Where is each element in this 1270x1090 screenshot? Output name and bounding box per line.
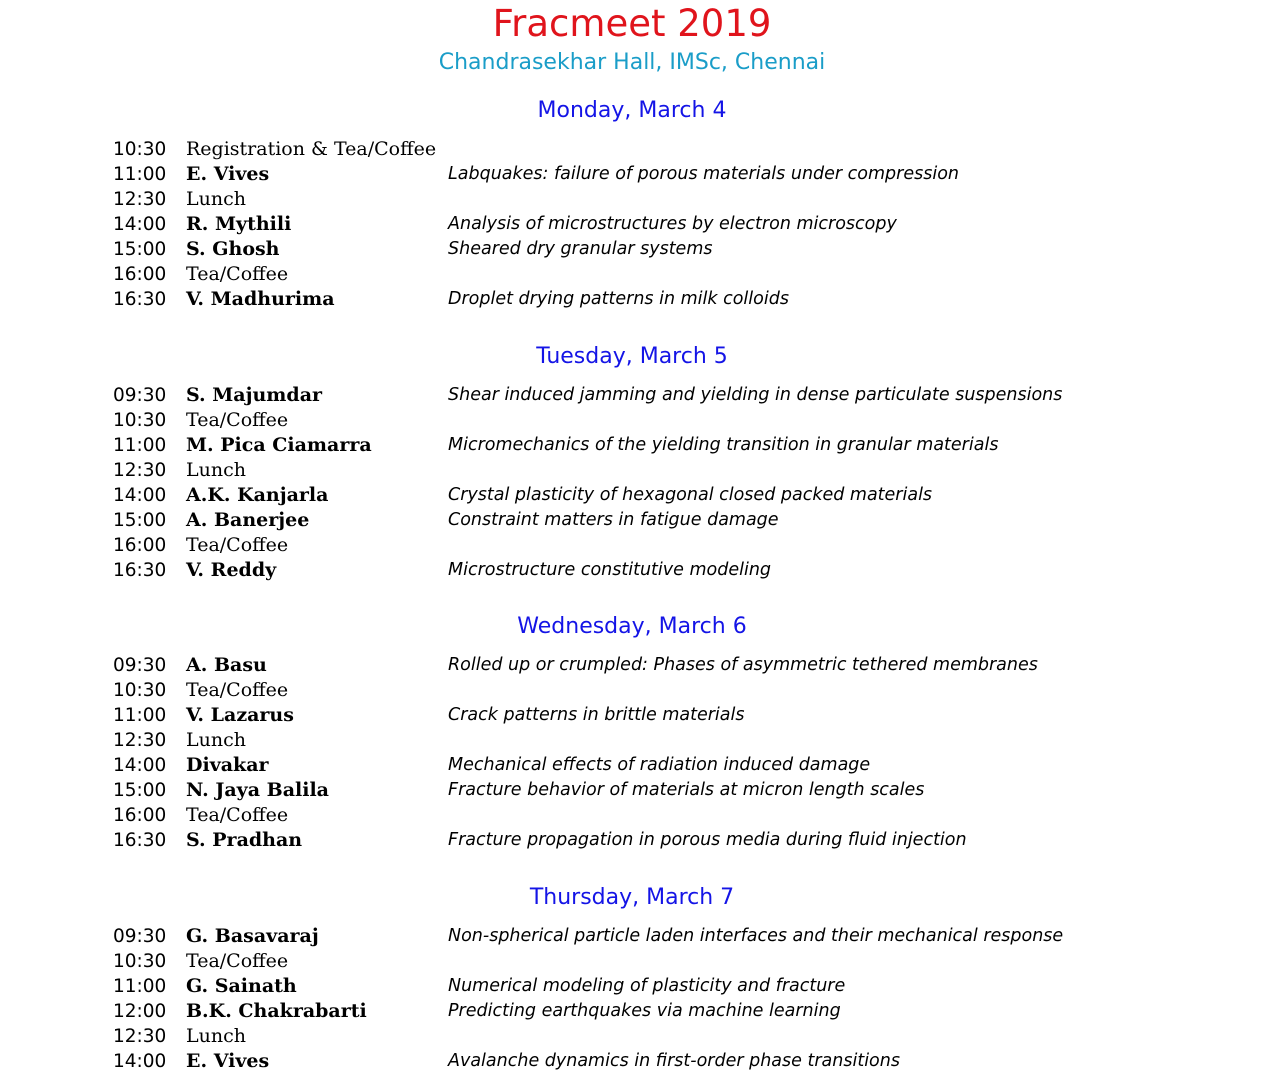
schedule-row xyxy=(0,458,1270,483)
session-time: 16:00 xyxy=(113,534,167,556)
session-time: 10:30 xyxy=(113,679,167,701)
schedule-row xyxy=(0,483,1270,508)
session-speaker: G. Basavaraj xyxy=(186,925,319,947)
session-talk-title: Sheared dry granular systems xyxy=(448,238,713,259)
schedule-row xyxy=(0,753,1270,778)
session-time: 14:00 xyxy=(113,484,167,506)
schedule-row xyxy=(0,703,1270,728)
session-talk-title: Numerical modeling of plasticity and fracture xyxy=(448,975,846,996)
session-time: 16:00 xyxy=(113,263,167,285)
session-talk-title: Constraint matters in fatigue damage xyxy=(448,509,779,530)
session-time: 14:00 xyxy=(113,1050,167,1072)
session-time: 11:00 xyxy=(113,975,167,997)
schedule-row xyxy=(0,533,1270,558)
session-break: Lunch xyxy=(186,458,246,481)
schedule-row xyxy=(0,383,1270,408)
session-speaker: S. Ghosh xyxy=(186,237,280,260)
session-break: Tea/Coffee xyxy=(186,262,289,285)
schedule-row xyxy=(0,728,1270,753)
day-heading: Thursday, March 7 xyxy=(529,885,735,910)
session-speaker: M. Pica Ciamarra xyxy=(186,433,372,456)
day-heading: Monday, March 4 xyxy=(537,98,727,123)
schedule-row xyxy=(0,828,1270,853)
schedule-row xyxy=(0,803,1270,828)
session-talk-title: Avalanche dynamics in first-order phase transitions xyxy=(448,1050,900,1071)
session-speaker: Divakar xyxy=(186,753,269,776)
session-time: 15:00 xyxy=(113,238,167,260)
schedule-row xyxy=(0,974,1270,999)
schedule-row xyxy=(0,653,1270,678)
schedule-row xyxy=(0,949,1270,974)
session-talk-title: Analysis of microstructures by electron microscopy xyxy=(448,213,897,234)
session-talk-title: Micromechanics of the yielding transition in granular materials xyxy=(448,434,999,455)
schedule-row xyxy=(0,558,1270,583)
schedule-row xyxy=(0,162,1270,187)
session-speaker: V. Madhurima xyxy=(186,287,335,310)
session-talk-title: Crystal plasticity of hexagonal closed packed materials xyxy=(448,484,933,505)
session-time: 10:30 xyxy=(113,139,167,160)
session-time: 16:30 xyxy=(113,288,167,310)
session-time: 12:30 xyxy=(113,1025,167,1047)
session-speaker: A.K. Kanjarla xyxy=(186,483,329,506)
session-time: 12:00 xyxy=(113,1000,167,1022)
schedule-row xyxy=(0,1024,1270,1049)
session-time: 11:00 xyxy=(113,704,167,726)
session-talk-title: Shear induced jamming and yielding in dense particulate suspensions xyxy=(448,385,1063,405)
day-heading: Tuesday, March 5 xyxy=(536,344,728,369)
schedule-row xyxy=(0,287,1270,312)
schedule-row xyxy=(0,137,1270,162)
session-talk-title: Fracture behavior of materials at micron length scales xyxy=(448,779,925,800)
session-talk-title: Droplet drying patterns in milk colloids xyxy=(448,288,789,309)
session-talk-title: Mechanical effects of radiation induced damage xyxy=(448,754,871,775)
session-speaker: S. Majumdar xyxy=(186,384,323,406)
session-speaker: R. Mythili xyxy=(186,212,292,235)
schedule-row xyxy=(0,778,1270,803)
schedule-row xyxy=(0,212,1270,237)
session-talk-title: Non-spherical particle laden interfaces and their mechanical response xyxy=(448,926,1064,946)
session-talk-title: Fracture propagation in porous media during fluid injection xyxy=(448,829,967,850)
session-talk-title: Labquakes: failure of porous materials under compression xyxy=(448,163,960,184)
session-time: 12:30 xyxy=(113,729,167,751)
schedule-row xyxy=(0,237,1270,262)
venue-subtitle: Chandrasekhar Hall, IMSc, Chennai xyxy=(438,50,826,75)
session-time: 16:30 xyxy=(113,559,167,581)
session-break: Tea/Coffee xyxy=(186,408,289,431)
schedule-row xyxy=(0,408,1270,433)
session-time: 09:30 xyxy=(113,385,167,406)
session-time: 15:00 xyxy=(113,509,167,531)
session-speaker: A. Basu xyxy=(186,654,267,676)
session-time: 12:30 xyxy=(113,459,167,481)
session-time: 10:30 xyxy=(113,950,167,972)
session-break: Lunch xyxy=(186,1024,246,1047)
session-speaker: V. Reddy xyxy=(186,558,277,581)
session-break: Tea/Coffee xyxy=(186,533,289,556)
session-time: 15:00 xyxy=(113,779,167,801)
session-time: 09:30 xyxy=(113,926,167,947)
session-break: Tea/Coffee xyxy=(186,949,289,972)
session-time: 11:00 xyxy=(113,434,167,456)
schedule-row xyxy=(0,678,1270,703)
schedule-row xyxy=(0,924,1270,949)
session-talk-title: Crack patterns in brittle materials xyxy=(448,704,745,725)
schedule-row xyxy=(0,433,1270,458)
session-speaker: B.K. Chakrabarti xyxy=(186,999,367,1022)
schedule-row xyxy=(0,1049,1270,1074)
session-time: 11:00 xyxy=(113,163,167,185)
session-break: Tea/Coffee xyxy=(186,678,289,701)
session-speaker: E. Vives xyxy=(186,1049,270,1072)
session-time: 16:30 xyxy=(113,829,167,851)
session-break: Registration & Tea/Coffee xyxy=(186,138,437,160)
session-time: 16:00 xyxy=(113,804,167,826)
schedule-row xyxy=(0,187,1270,212)
session-speaker: G. Sainath xyxy=(186,974,297,997)
session-speaker: A. Banerjee xyxy=(186,508,310,531)
page-title: Fracmeet 2019 xyxy=(492,2,772,45)
schedule-row xyxy=(0,508,1270,533)
session-time: 09:30 xyxy=(113,655,167,676)
session-talk-title: Microstructure constitutive modeling xyxy=(448,559,772,580)
day-heading: Wednesday, March 6 xyxy=(517,614,747,639)
session-speaker: N. Jaya Balila xyxy=(186,778,329,801)
session-speaker: S. Pradhan xyxy=(186,828,303,851)
session-break: Lunch xyxy=(186,187,246,210)
session-speaker: V. Lazarus xyxy=(186,703,294,726)
session-time: 14:00 xyxy=(113,754,167,776)
schedule-row xyxy=(0,262,1270,287)
session-speaker: E. Vives xyxy=(186,162,270,185)
schedule-row xyxy=(0,999,1270,1024)
session-time: 12:30 xyxy=(113,188,167,210)
session-time: 14:00 xyxy=(113,213,167,235)
session-talk-title: Rolled up or crumpled: Phases of asymmetric tethered membranes xyxy=(448,655,1038,675)
session-time: 10:30 xyxy=(113,409,167,431)
session-break: Tea/Coffee xyxy=(186,803,289,826)
session-break: Lunch xyxy=(186,728,246,751)
session-talk-title: Predicting earthquakes via machine learning xyxy=(448,1000,841,1021)
